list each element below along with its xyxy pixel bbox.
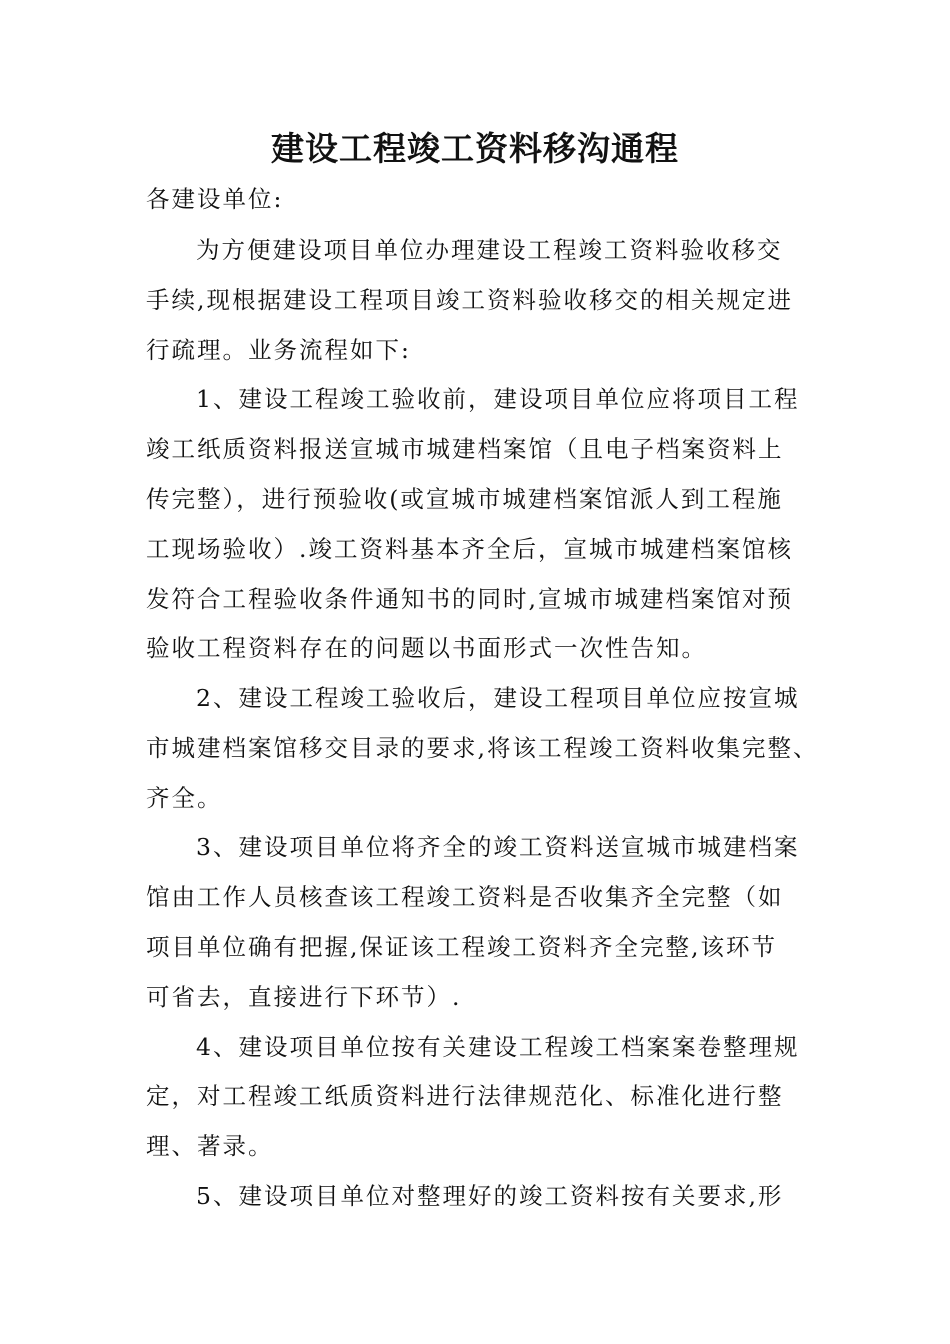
paragraph-line: 手续,现根据建设工程项目竣工资料验收移交的相关规定进 [146, 286, 793, 314]
paragraph-line: 行疏理。业务流程如下: [146, 336, 411, 364]
paragraph-line: 工现场验收）.竣工资料基本齐全后，宣城市城建档案馆核 [146, 535, 793, 563]
paragraph-line: 1、建设工程竣工验收前，建设项目单位应将项目工程 [196, 385, 800, 413]
paragraph-line: 齐全。 [146, 784, 223, 812]
paragraph-line: 2、建设工程竣工验收后，建设工程项目单位应按宣城 [196, 684, 800, 712]
paragraph-line: 可省去，直接进行下环节）. [146, 983, 462, 1011]
paragraph-line: 竣工纸质资料报送宣城市城建档案馆（且电子档案资料上 [146, 435, 784, 463]
paragraph-line: 定，对工程竣工纸质资料进行法律规范化、标准化进行整 [146, 1082, 784, 1110]
document-title: 建设工程竣工资料移沟通程 [271, 129, 679, 168]
salutation: 各建设单位: [146, 185, 284, 213]
paragraph-line: 项目单位确有把握,保证该工程竣工资料齐全完整,该环节 [146, 933, 777, 961]
paragraph-line: 传完整），进行预验收(或宣城市城建档案馆派人到工程施 [146, 485, 783, 513]
paragraph-line: 5、建设项目单位对整理好的竣工资料按有关要求,形 [196, 1182, 784, 1210]
paragraph-line: 发符合工程验收条件通知书的同时,宣城市城建档案馆对预 [146, 585, 793, 613]
paragraph-line: 为方便建设项目单位办理建设工程竣工资料验收移交 [196, 236, 783, 264]
paragraph-line: 4、建设项目单位按有关建设工程竣工档案案卷整理规 [196, 1033, 800, 1061]
paragraph-line: 市城建档案馆移交目录的要求,将该工程竣工资料收集完整、 [146, 734, 819, 762]
paragraph-line: 馆由工作人员核查该工程竣工资料是否收集齐全完整（如 [146, 883, 784, 911]
paragraph-line: 验收工程资料存在的问题以书面形式一次性告知。 [146, 634, 707, 662]
paragraph-line: 3、建设项目单位将齐全的竣工资料送宣城市城建档案 [196, 833, 800, 861]
paragraph-line: 理、著录。 [146, 1132, 274, 1160]
